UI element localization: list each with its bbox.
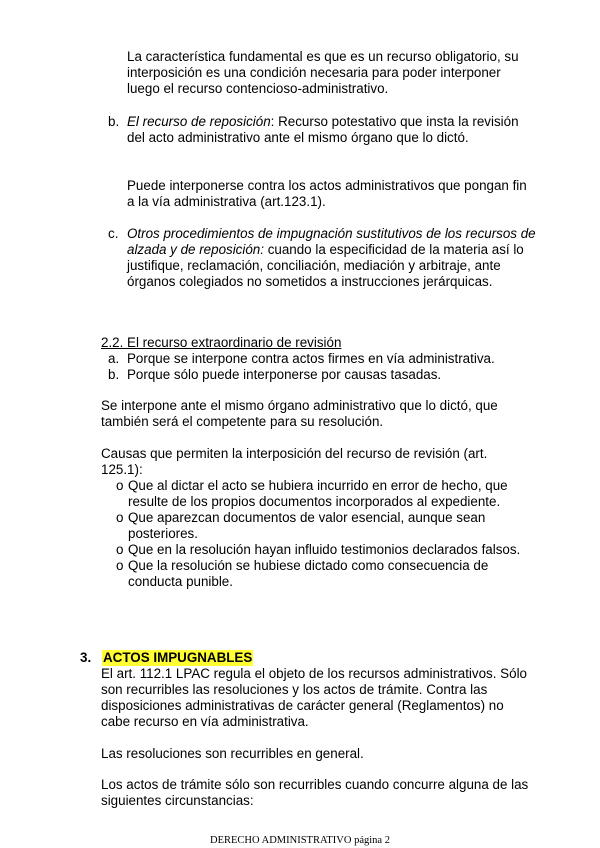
list-item-text	[127, 226, 538, 290]
page-footer: DERECHO ADMINISTRATIVO página 2	[210, 835, 390, 846]
list-item-text: Que en la resolución hayan influido testimonios declarados falsos.	[128, 542, 521, 557]
definition: cuando la especificidad de la materia así lo justifique, reclamación, conciliación, mediación y arbitraje, ante órganos colegiados no sometidos a instrucciones jerárquicas.	[127, 242, 524, 289]
bullet-icon: o	[116, 510, 124, 525]
bullet-icon: o	[116, 542, 124, 557]
list-item-text: Porque sólo puede interponerse por causas tasadas.	[127, 367, 442, 382]
item-b-note: Puede interponerse contra los actos administrativos que pongan fin a la vía administrativa (art.123.1).	[127, 178, 527, 209]
section-2-2-points	[108, 351, 548, 383]
list-item-text	[127, 114, 538, 146]
bullet-icon: o	[116, 558, 124, 573]
list-marker: b.	[108, 114, 120, 129]
list-item	[116, 558, 536, 590]
list-marker: b.	[108, 367, 120, 382]
causes-list	[116, 478, 536, 590]
list-marker: c.	[108, 226, 119, 241]
list-item-text: Que al dictar el acto se hubiera incurrido en error de hecho, que resulte de los propios documentos incorporados al expediente.	[128, 478, 508, 509]
section-2-2-title: 2.2. El recurso extraordinario de revisión	[101, 335, 342, 350]
list-item-text: Porque se interpone contra actos firmes en vía administrativa.	[127, 351, 495, 366]
intro-paragraph: La característica fundamental es que es un recurso obligatorio, su interposición es una condición necesaria para poder interponer luego el recurso contencioso-administrativo.	[127, 49, 519, 96]
section-3-paragraph-2: Las resoluciones son recurribles en general.	[101, 746, 364, 761]
list-marker: a.	[108, 351, 120, 366]
list-item	[108, 367, 548, 383]
term: El recurso de reposición	[127, 114, 271, 129]
list-item	[116, 510, 536, 542]
list-item	[108, 351, 548, 367]
definition: : Recurso potestativo que insta la revisión del acto administrativo ante el mismo órgano que lo dictó.	[127, 114, 519, 145]
causes-intro: Causas que permiten la interposición del recurso de revisión (art. 125.1):	[101, 446, 488, 477]
section-title: ACTOS IMPUGNABLES	[103, 650, 253, 665]
section-3-paragraph-3: Los actos de trámite sólo son recurribles cuando concurre alguna de las siguientes circunstancias:	[101, 777, 529, 808]
section-3-paragraph-1: El art. 112.1 LPAC regula el objeto de los recursos administrativos. Sólo son recurribles las resoluciones y los actos de trámite. Contra las disposiciones administrativas de carácter general (Reglamentos) no cabe recurso en vía administrativa.	[101, 666, 527, 729]
list-item-text: Que aparezcan documentos de valor esencial, aunque sean posteriores.	[128, 510, 486, 541]
section-number: 3.	[80, 650, 92, 665]
bullet-icon: o	[116, 478, 124, 493]
list-item-text: Que la resolución se hubiese dictado como consecuencia de conducta punible.	[128, 558, 489, 589]
section-2-2-paragraph: Se interpone ante el mismo órgano administrativo que lo dictó, que también será el competente para su resolución.	[101, 398, 498, 429]
list-item-c	[108, 226, 538, 290]
term: Otros procedimientos de impugnación sustitutivos de los recursos de alzada y de reposición:	[127, 226, 536, 257]
list-item	[116, 478, 536, 510]
list-item	[116, 542, 536, 558]
list-item-b	[108, 114, 538, 146]
